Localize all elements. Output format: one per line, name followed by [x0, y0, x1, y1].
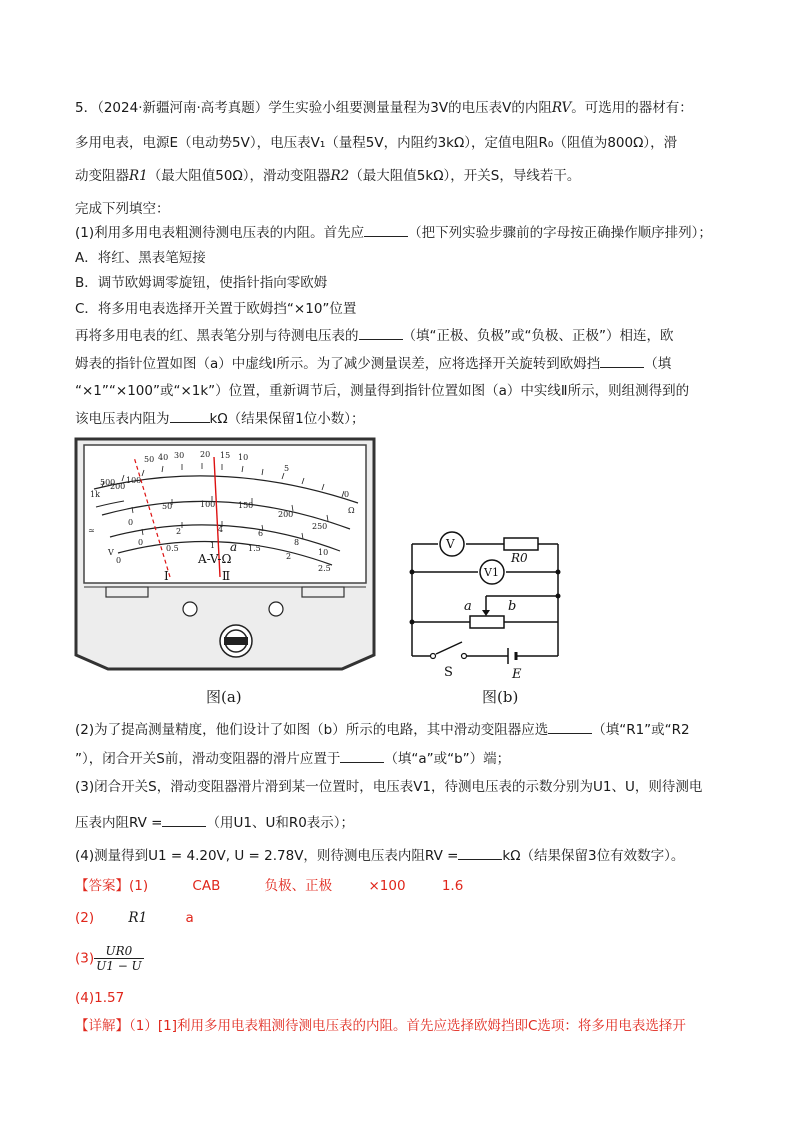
ac-tick-4: 4 — [218, 525, 224, 534]
screw-left — [183, 602, 197, 616]
answer-blank[interactable] — [548, 719, 592, 734]
answer-2: 负极、正极 — [264, 878, 333, 894]
problem-text: ”），闭合开关S前，滑动变阻器的滑片应置于 — [75, 751, 341, 767]
ohm-tick-15: 15 — [220, 451, 231, 460]
problem-text: （最大阻值5kΩ），开关S，导线若干。 — [349, 168, 581, 184]
option-b: B．调节欧姆调零旋钮，使指针指向零欧姆 — [75, 275, 328, 291]
low-tick-2-5: 2.5 — [318, 564, 331, 573]
line-label-2: Ⅱ — [222, 569, 231, 583]
answer-line-3 — [75, 944, 144, 973]
v1-label: V1 — [484, 566, 499, 579]
detail-line — [75, 1016, 686, 1036]
r1-symbol: R1 — [129, 168, 148, 184]
answer-blank[interactable] — [600, 353, 644, 368]
problem-text: 再将多用电表的红、黑表笔分别与待测电压表的 — [75, 328, 359, 344]
question-3-line-2 — [75, 812, 354, 833]
dc-tick-50: 50 — [162, 502, 173, 511]
dc-tick-250: 250 — [312, 522, 328, 531]
ac-tick-10: 10 — [318, 548, 329, 557]
problem-text: （填 — [644, 356, 672, 372]
problem-text: 动变阻器 — [75, 168, 129, 184]
answer-blank[interactable] — [458, 845, 502, 860]
problem-line-9 — [75, 325, 673, 346]
problem-line-12 — [75, 408, 364, 429]
question-2-line-2 — [75, 748, 510, 769]
ohm-tick-5: 5 — [284, 464, 290, 473]
problem-text: (1)利用多用电表粗测待测电压表的内阻。首先应 — [75, 225, 365, 241]
problem-text: （填“正极、负极”或“负极、正极”）相连，欧 — [402, 328, 674, 344]
problem-text: （用U1、U和R0表示）； — [206, 815, 355, 831]
problem-text: (2)为了提高测量精度，他们设计了如图（b）所示的电路，其中滑动变阻器应选 — [75, 722, 549, 738]
question-1 — [75, 222, 712, 243]
ohm-tick-0: 0 — [344, 490, 350, 499]
answer-1: CAB — [192, 878, 221, 894]
problem-line-3 — [75, 166, 580, 186]
r2-symbol: R2 — [330, 168, 350, 184]
question-2-line-1 — [75, 719, 690, 740]
ohm-tick-20: 20 — [200, 450, 211, 459]
e-label: E — [512, 667, 522, 682]
answer-number: (3) — [75, 950, 95, 967]
detail-text: （1）[1]利用多用电表粗测待测电压表的内阻。首先应选择欧姆挡即C选项：将多用电表选择开 — [129, 1018, 686, 1034]
b-label: b — [508, 599, 517, 614]
switch-s — [431, 654, 436, 659]
dc-tick-100: 100 — [200, 500, 216, 509]
low-tick-0-5: 0.5 — [166, 544, 179, 553]
fraction-numerator: UR0 — [94, 944, 144, 959]
problem-line-4: 完成下列填空： — [75, 201, 170, 217]
problem-text: 姆表的指针位置如图（a）中虚线Ⅰ所示。为了减少测量误差，应将选择开关旋转到欧姆挡 — [75, 356, 601, 372]
answer-blank[interactable] — [170, 408, 210, 423]
meter-label: A-V-Ω — [198, 552, 232, 566]
answer-3: ×100 — [368, 878, 406, 894]
problem-text: 压表内阻RV = — [75, 815, 163, 831]
ac-tick-6: 6 — [258, 529, 264, 538]
problem-line-2: 多用电表，电源E（电动势5V），电压表V₁（量程5V，内阻约3kΩ），定值电阻R₀（阻值为800Ω），滑 — [75, 135, 678, 151]
ohm-tick-40: 40 — [158, 453, 169, 462]
fraction-denominator: U1 − U — [96, 959, 142, 973]
r0-label: R0 — [511, 551, 528, 565]
problem-text: （最大阻值50Ω），滑动变阻器 — [147, 168, 331, 184]
v-symbol: V — [108, 548, 114, 557]
problem-text: 。可选用的器材有： — [571, 100, 693, 116]
ohm-tick-10: 10 — [238, 453, 249, 462]
problem-text: 该电压表内阻为 — [75, 411, 170, 427]
a-label: a — [464, 599, 472, 614]
low-tick-1: 1 — [210, 541, 216, 550]
question-4 — [75, 845, 684, 866]
answer-6: a — [185, 910, 194, 926]
answer-blank[interactable] — [364, 222, 408, 237]
ac-tick-2: 2 — [176, 527, 182, 536]
option-a: A．将红、黑表笔短接 — [75, 250, 206, 266]
answer-blank[interactable] — [340, 748, 384, 763]
answer-fraction — [94, 944, 144, 973]
question-3-line-1: (3)闭合开关S，滑动变阻器滑片滑到某一位置时，电压表V1，待测电压表的示数分别为U1、U，则待测电 — [75, 779, 703, 795]
line-label-1: Ⅰ — [164, 569, 169, 583]
problem-line-10 — [75, 353, 671, 374]
dc-tick-0: 0 — [128, 518, 134, 527]
rv-symbol: RV — [551, 100, 572, 116]
ac-tick-8: 8 — [294, 538, 300, 547]
v-label: V — [446, 537, 455, 551]
answer-line-4: (4)1.57 — [75, 990, 125, 1006]
answer-tag: 【答案】 — [75, 878, 129, 894]
option-c: C．将多用电表选择开关置于欧姆挡“×10”位置 — [75, 301, 357, 317]
resistor-r0 — [504, 538, 538, 550]
ac-tick-0: 0 — [138, 538, 144, 547]
answer-5: R1 — [128, 910, 148, 926]
problem-text: kΩ（结果保留3位有效数字）。 — [502, 848, 685, 864]
low-tick-2: 2 — [286, 552, 292, 561]
s-label: S — [444, 665, 453, 680]
multimeter-figure — [72, 437, 378, 683]
meter-letter-a: a — [230, 540, 238, 554]
problem-text: （把下列实验步骤前的字母按正确操作顺序排列）； — [408, 225, 712, 241]
ohm-tick-500: 500 — [100, 478, 116, 487]
dc-tick-150: 150 — [238, 501, 254, 510]
figure-a-caption: 图(a) — [206, 688, 242, 706]
ohm-tick-30: 30 — [174, 451, 185, 460]
ohm-tick-50: 50 — [144, 455, 155, 464]
problem-text: （填“R1”或“R2 — [592, 722, 690, 738]
dc-tick-200: 200 — [278, 510, 294, 519]
answer-line-2 — [75, 908, 194, 928]
figure-b-caption: 图(b) — [482, 688, 519, 706]
problem-line-11: “×1”“×100”或“×1k”）位置，重新调节后，测量得到指针位置如图（a）中实线Ⅱ所示，则组测得到的 — [75, 383, 690, 399]
ohm-tick-1k: 1k — [90, 490, 100, 499]
answer-line-1 — [75, 876, 463, 896]
ohm-tick-100: 100 — [126, 476, 142, 485]
low-tick-1-5: 1.5 — [248, 544, 261, 553]
low-tick-0: 0 — [116, 556, 122, 565]
circuit-figure — [408, 526, 574, 686]
ac-symbol: ≃ — [88, 526, 95, 535]
problem-text: 5．（2024·新疆河南·高考真题）学生实验小组要测量量程为3V的电压表V的内阻 — [75, 100, 552, 116]
answer-number: (1) — [129, 878, 149, 894]
answer-number: (2) — [75, 910, 95, 926]
screw-right — [269, 602, 283, 616]
problem-text: (4)测量得到U1 = 4.20V, U = 2.78V，则待测电压表内阻RV = — [75, 848, 459, 864]
ohm-tick-200: 200 — [110, 482, 126, 491]
answer-blank[interactable] — [359, 325, 403, 340]
answer-4: 1.6 — [441, 878, 464, 894]
problem-text: （填“a”或“b”）端； — [384, 751, 511, 767]
ohm-symbol: Ω — [348, 506, 355, 515]
problem-line-1 — [75, 98, 693, 118]
problem-text: kΩ（结果保留1位小数）； — [209, 411, 365, 427]
answer-blank[interactable] — [162, 812, 206, 827]
detail-tag: 【详解】 — [75, 1018, 129, 1034]
rheostat — [470, 616, 504, 628]
